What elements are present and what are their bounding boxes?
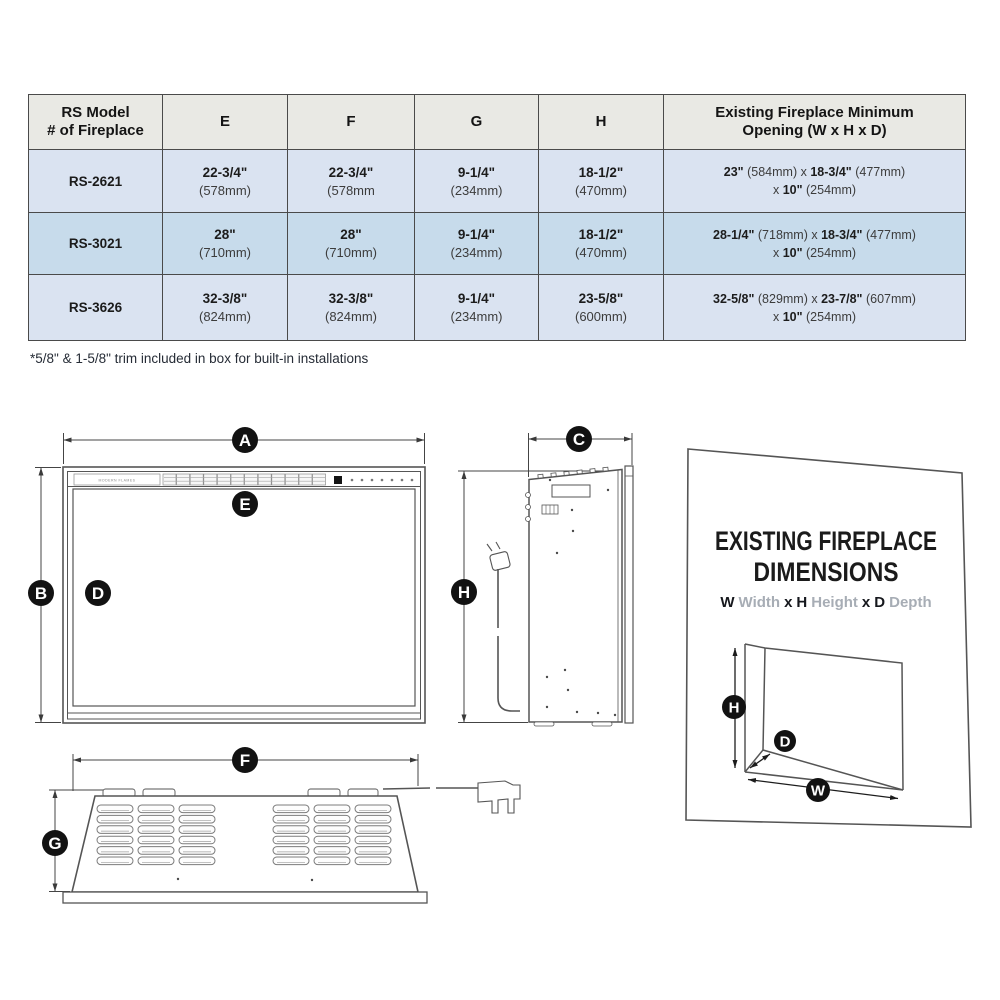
opening-cell: 23" (584mm) x 18-3/4" (477mm) x 10" (254mm): [664, 150, 966, 213]
header-g: G: [415, 95, 539, 150]
table-cell: 18-1/2" (470mm): [539, 150, 664, 213]
table-cell: 9-1/4" (234mm): [415, 275, 539, 341]
svg-text:G: G: [48, 834, 62, 853]
svg-text:B: B: [34, 584, 48, 603]
model-cell: RS-3626: [29, 275, 163, 341]
svg-text:F: F: [239, 751, 251, 770]
model-cell: RS-2621: [29, 150, 163, 213]
power-plug: [383, 781, 520, 813]
existing-fireplace-panel: [675, 440, 980, 860]
svg-text:W: W: [810, 782, 826, 800]
louver-vents: [163, 474, 326, 485]
trim-footnote: *5/8" & 1-5/8" trim included in box for built-in installations: [30, 351, 369, 366]
top-view-drawing: [30, 745, 530, 915]
svg-text:E: E: [239, 495, 251, 514]
dim-label-d: [85, 580, 111, 606]
svg-text:H: H: [457, 583, 471, 602]
table-cell: 32-3/8" (824mm): [288, 275, 415, 341]
table-cell: 22-3/4" (578mm): [163, 150, 288, 213]
table-cell: 28" (710mm): [163, 213, 288, 275]
header-e: E: [163, 95, 288, 150]
table-row: [29, 275, 966, 341]
svg-text:H: H: [728, 699, 740, 717]
panel-title-line1: EXISTING FIREPLACE: [715, 526, 937, 556]
table-header-row: [29, 95, 966, 150]
front-view-drawing: [20, 425, 440, 740]
wall-outline: [686, 449, 971, 827]
header-h: H: [539, 95, 664, 150]
dim-label-d-opening: [774, 730, 796, 752]
table-row: [29, 150, 966, 213]
side-view-drawing: [450, 425, 670, 740]
svg-text:C: C: [572, 430, 586, 449]
table-cell: 23-5/8" (600mm): [539, 275, 664, 341]
table-cell: 22-3/4" (578mm: [288, 150, 415, 213]
header-f: F: [288, 95, 415, 150]
dim-label-f: [232, 747, 258, 773]
table-cell: 28" (710mm): [288, 213, 415, 275]
dim-label-b: [28, 580, 54, 606]
header-model: RS Model # of Fireplace: [29, 95, 163, 150]
svg-text:D: D: [91, 584, 105, 603]
dim-label-a: [232, 427, 258, 453]
dim-label-w-opening: [806, 778, 830, 802]
dim-label-g: [42, 830, 68, 856]
svg-text:D: D: [779, 733, 791, 751]
dim-label-c: [566, 426, 592, 452]
panel-legend: W Width x H Height x D Depth: [720, 594, 932, 611]
table-row: [29, 213, 966, 275]
dim-label-h: [451, 579, 477, 605]
table-cell: 18-1/2" (470mm): [539, 213, 664, 275]
table-cell: 9-1/4" (234mm): [415, 213, 539, 275]
panel-title-line2: DIMENSIONS: [753, 557, 899, 587]
brand-logo: MODERN FLAMES: [98, 478, 136, 483]
header-opening: Existing Fireplace Minimum Opening (W x H x D): [664, 95, 966, 150]
dim-label-h-opening: [722, 695, 746, 719]
table-cell: 9-1/4" (234mm): [415, 150, 539, 213]
svg-text:A: A: [238, 431, 252, 450]
opening-cell: 32-5/8" (829mm) x 23-7/8" (607mm) x 10" (254mm): [664, 275, 966, 341]
spec-table: [28, 94, 966, 341]
table-cell: 32-3/8" (824mm): [163, 275, 288, 341]
power-cord: [487, 542, 520, 711]
dim-label-e: [232, 491, 258, 517]
opening-cell: 28-1/4" (718mm) x 18-3/4" (477mm) x 10" (254mm): [664, 213, 966, 275]
model-cell: RS-3021: [29, 213, 163, 275]
